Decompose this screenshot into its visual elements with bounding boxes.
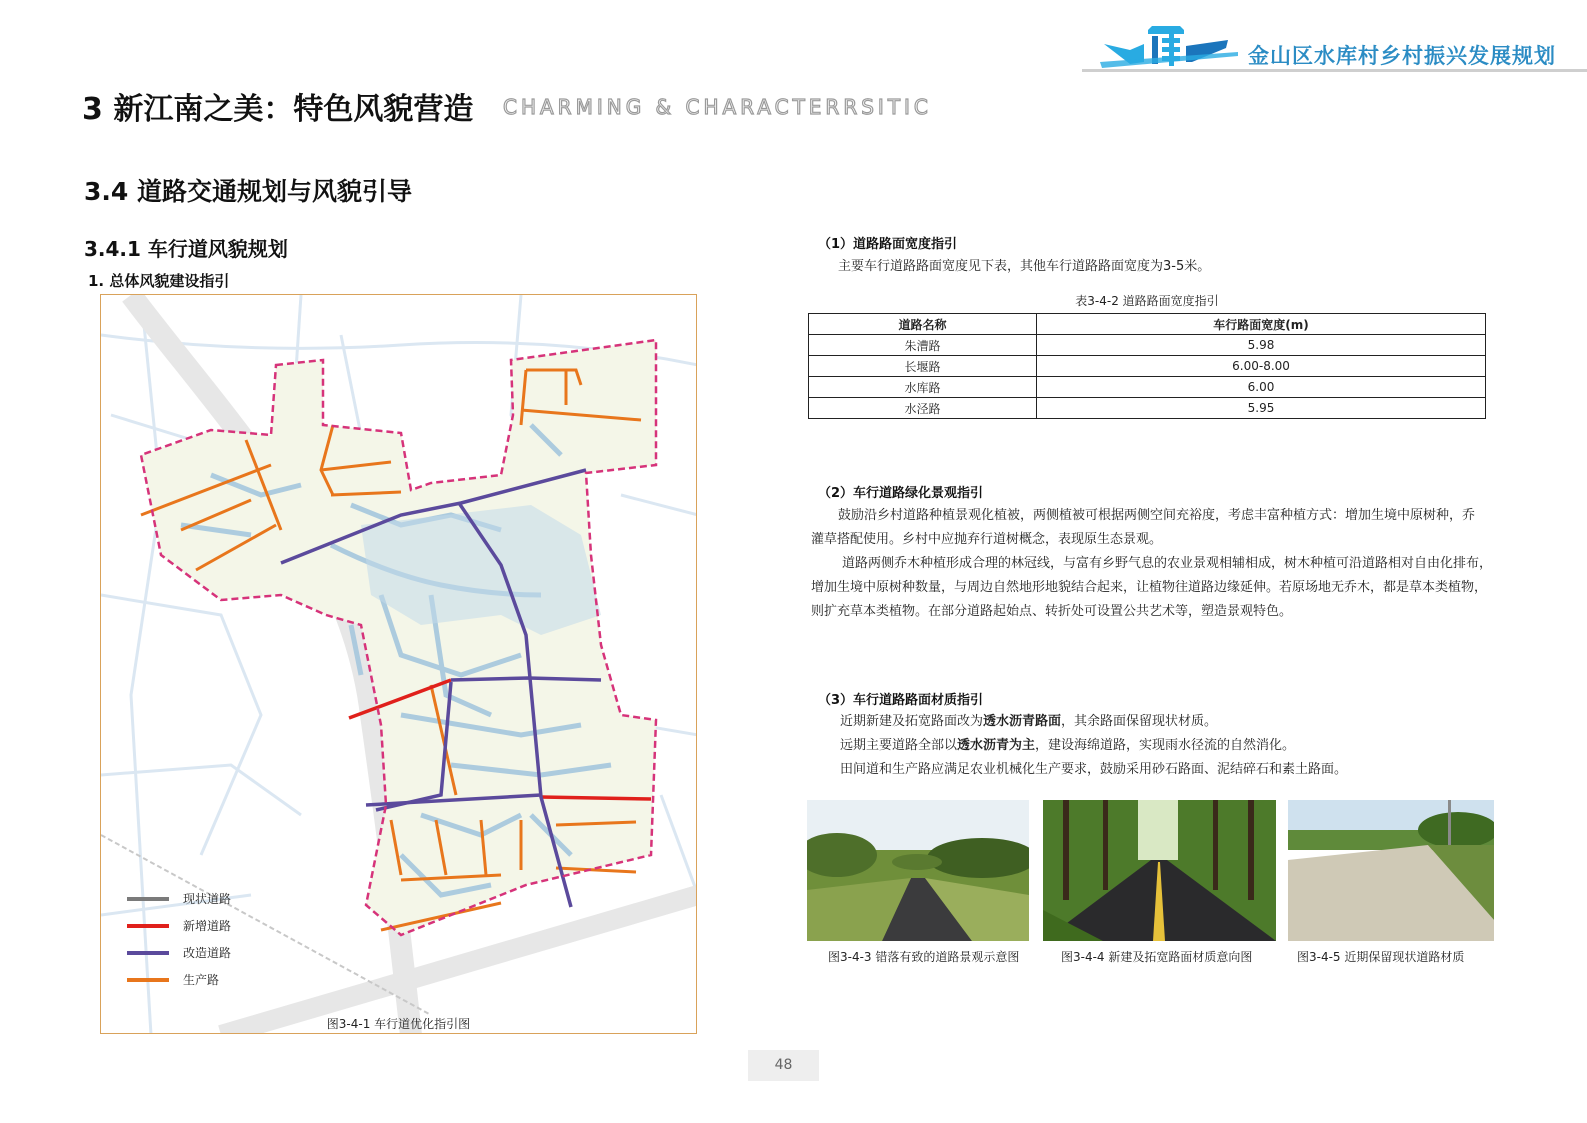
legend-item [127,885,231,912]
width-guide-intro: 主要车行道路路面宽度见下表，其他车行道路路面宽度为3-5米。 [838,259,1211,274]
brand-title: 金山区水库村乡村振兴发展规划 [1248,44,1556,68]
legend-swatch [127,924,169,928]
greening-paragraph-line: 鼓励沿乡村道路种植景观化植被，两侧植被可根据两侧空间充裕度，考虑丰富种植方式：增加生境中原树种，乔 [838,508,1476,523]
photo-existing-road [1288,800,1494,941]
legend-label: 现状道路 [183,892,232,906]
greening-paragraph-line: 灌草搭配使用。乡村中应抛弃行道树概念，表现原生态景观。 [811,532,1163,547]
material-line-1 [840,710,1217,734]
width-guide-heading: （1）道路路面宽度指引 [818,237,958,252]
road-map [100,294,697,1034]
column-header: 车行路面宽度(m) [1037,314,1486,335]
legend-label: 新增道路 [183,919,232,933]
legend-item [127,939,231,966]
map-caption: 图3-4-1 车行道优化指引图 [326,1017,471,1031]
photo-caption: 图3-4-4 新建及拓宽路面材质意向图 [1061,950,1253,964]
page-number: 48 [748,1050,819,1081]
item-title: 1. 总体风貌建设指引 [88,272,230,290]
road-width-cell: 5.98 [1037,335,1486,356]
legend-label: 改造道路 [183,946,232,960]
material-highlight: 透水沥青为主 [957,738,1036,753]
table-row [809,335,1486,356]
road-width-cell: 5.95 [1037,398,1486,419]
road-name-cell: 水泾路 [809,398,1037,419]
column-header: 道路名称 [809,314,1037,335]
legend-item [127,966,231,993]
chapter-title: 3 新江南之美：特色风貌营造 [82,92,474,127]
table-row [809,398,1486,419]
logo-icon [1100,22,1240,72]
photo-caption: 图3-4-5 近期保留现状道路材质 [1297,950,1465,964]
road-name-cell: 朱漕路 [809,335,1037,356]
legend-swatch [127,951,169,955]
material-line-2 [840,734,1295,758]
road-width-table [808,313,1486,419]
legend-label: 生产路 [183,973,220,987]
subsection-title: 3.4.1 车行道风貌规划 [84,237,288,261]
material-text: ，建设海绵道路，实现雨水径流的自然消化。 [1035,738,1296,753]
legend-swatch [127,897,169,901]
legend-item [127,912,231,939]
material-text: 近期新建及拓宽路面改为 [840,714,984,729]
road-name-cell: 长堰路 [809,356,1037,377]
photo-road-landscape [807,800,1029,941]
road-width-cell: 6.00 [1037,377,1486,398]
greening-paragraph-line: 则扩充草本类植物。在部分道路起始点、转折处可设置公共艺术等，塑造景观特色。 [811,604,1293,619]
greening-paragraph-line: 道路两侧乔木种植形成合理的林冠线，与富有乡野气息的农业景观相辅相成，树木种植可沿道路相对自由化排布， [842,556,1493,571]
greening-paragraph-line: 增加生境中原树种数量，与周边自然地形地貌结合起来，让植物往道路边缘延伸。若原场地无乔木，都是草本类植物， [811,580,1488,595]
road-width-cell: 6.00-8.00 [1037,356,1486,377]
table-row [809,377,1486,398]
road-name-cell: 水库路 [809,377,1037,398]
material-highlight: 透水沥青路面 [983,714,1062,729]
header-divider [1082,69,1587,72]
table-header-row [809,314,1486,335]
greening-guide-heading: （2）车行道路绿化景观指引 [818,486,984,501]
section-title: 3.4 道路交通规划与风貌引导 [84,177,412,206]
legend-swatch [127,978,169,982]
photo-caption: 图3-4-3 错落有致的道路景观示意图 [828,950,1020,964]
material-text: 远期主要道路全部以 [840,738,958,753]
map-legend [127,885,231,993]
material-text: ，其余路面保留现状材质。 [1061,714,1218,729]
material-line-3: 田间道和生产路应满足农业机械化生产要求，鼓励采用砂石路面、泥结碎石和素土路面。 [840,762,1348,777]
table-row [809,356,1486,377]
table-caption: 表3-4-2 道路路面宽度指引 [1075,294,1219,308]
photo-asphalt-material [1043,800,1276,941]
material-guide-heading: （3）车行道路路面材质指引 [818,693,984,708]
chapter-subtitle: CHARMING & CHARACTERRSITIC [503,95,932,119]
